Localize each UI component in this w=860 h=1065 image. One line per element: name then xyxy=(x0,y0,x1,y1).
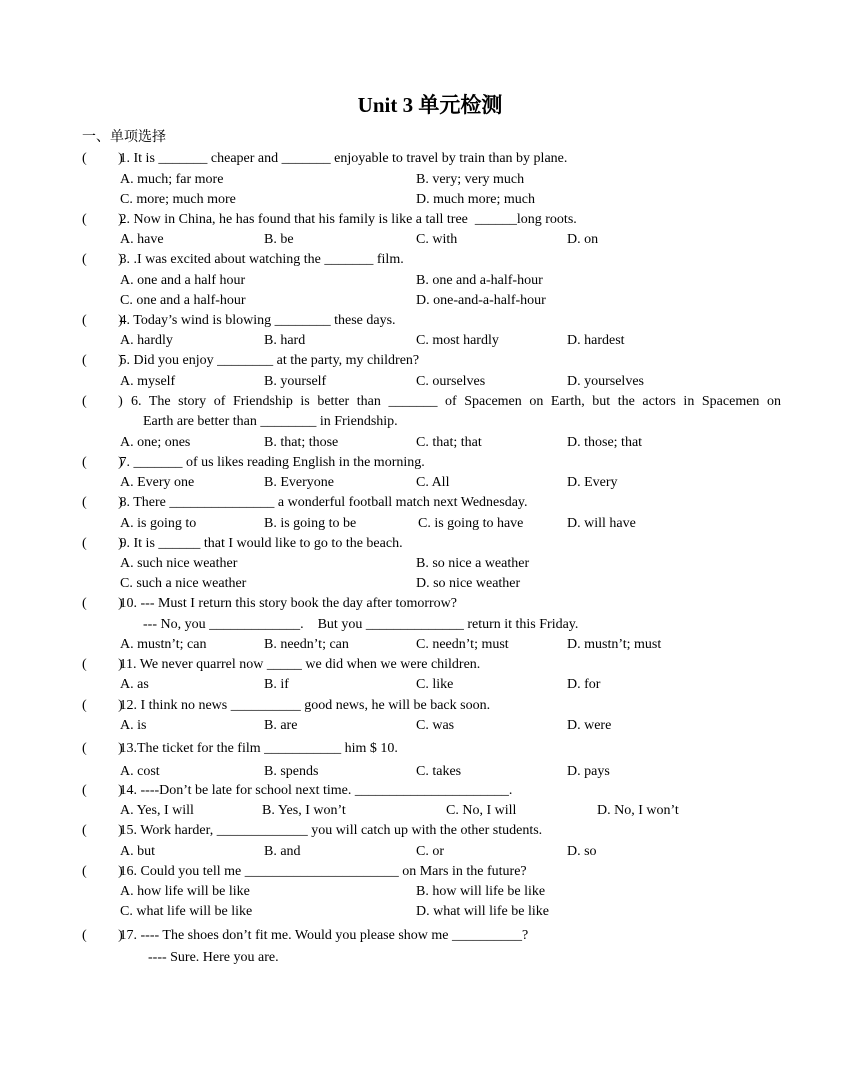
q7-option-a: A. Every one xyxy=(120,475,195,490)
q2-option-c: C. with xyxy=(416,232,458,247)
q14-option-d: D. No, I won’t xyxy=(597,803,679,818)
q2-option-a: A. have xyxy=(120,232,164,247)
q16-option-a: A. how life will be like xyxy=(120,884,250,899)
answer-blank: ( ) xyxy=(82,864,123,879)
q6-option-c: C. that; that xyxy=(416,435,482,450)
q5-option-a: A. myself xyxy=(120,374,176,389)
question-3-stem: 3. .I was excited about watching the _______ film. xyxy=(116,252,404,267)
q1-option-c: C. more; much more xyxy=(120,192,236,207)
answer-blank: ( ) xyxy=(82,928,123,943)
question-8-stem: 8. There _______________ a wonderful football match next Wednesday. xyxy=(116,495,528,510)
answer-blank: ( ) xyxy=(82,212,123,227)
q8-option-d: D. will have xyxy=(567,516,636,531)
q11-option-d: D. for xyxy=(567,677,601,692)
q16-option-b: B. how will life be like xyxy=(416,884,546,899)
q4-option-b: B. hard xyxy=(264,333,306,348)
q9-option-b: B. so nice a weather xyxy=(416,556,530,571)
q10-option-b: B. needn’t; can xyxy=(264,637,349,652)
q11-option-b: B. if xyxy=(264,677,289,692)
q9-option-a: A. such nice weather xyxy=(120,556,238,571)
q12-option-b: B. are xyxy=(264,718,298,733)
q12-option-a: A. is xyxy=(120,718,147,733)
q14-option-c: C. No, I will xyxy=(446,803,517,818)
answer-blank: ( ) xyxy=(82,536,123,551)
q13-option-a: A. cost xyxy=(120,764,160,779)
q14-option-b: B. Yes, I won’t xyxy=(262,803,346,818)
q7-option-c: C. All xyxy=(416,475,450,490)
q9-option-d: D. so nice weather xyxy=(416,576,521,591)
question-10-stem: 10. --- Must I return this story book the day after tomorrow? xyxy=(116,596,457,611)
q15-option-d: D. so xyxy=(567,844,597,859)
answer-blank: ( ) xyxy=(82,455,123,470)
q2-option-b: B. be xyxy=(264,232,294,247)
q11-option-a: A. as xyxy=(120,677,149,692)
q12-option-c: C. was xyxy=(416,718,455,733)
question-2-stem: 2. Now in China, he has found that his family is like a tall tree ______long roots. xyxy=(116,212,577,227)
q3-option-c: C. one and a half-hour xyxy=(120,293,246,308)
question-4-stem: 4. Today’s wind is blowing ________ these days. xyxy=(116,313,396,328)
q15-option-a: A. but xyxy=(120,844,155,859)
page-title: Unit 3 单元检测 xyxy=(357,93,503,117)
question-10-stem-continued: --- No, you _____________. But you ______________ return it this Friday. xyxy=(143,617,579,632)
question-17-stem-continued: ---- Sure. Here you are. xyxy=(148,950,279,965)
answer-blank: ( ) xyxy=(82,823,123,838)
q3-option-a: A. one and a half hour xyxy=(120,273,246,288)
question-13-stem: 13.The ticket for the film ___________ him $ 10. xyxy=(116,741,398,756)
q6-option-d: D. those; that xyxy=(567,435,643,450)
q5-option-c: C. ourselves xyxy=(416,374,486,389)
q8-option-b: B. is going to be xyxy=(264,516,357,531)
answer-blank: ( ) xyxy=(82,783,123,798)
q7-option-d: D. Every xyxy=(567,475,618,490)
question-7-stem: 7. _______ of us likes reading English in the morning. xyxy=(116,455,425,470)
question-5-stem: 5. Did you enjoy ________ at the party, my children? xyxy=(116,353,420,368)
q9-option-c: C. such a nice weather xyxy=(120,576,247,591)
question-6-stem: 6. The story of Friendship is better than _______ of Spacemen on Earth, but the actors in Spacemen on xyxy=(131,394,781,409)
question-15-stem: 15. Work harder, _____________ you will catch up with the other students. xyxy=(116,823,543,838)
q2-option-d: D. on xyxy=(567,232,599,247)
q6-option-b: B. that; those xyxy=(264,435,339,450)
q11-option-c: C. like xyxy=(416,677,454,692)
q6-option-a: A. one; ones xyxy=(120,435,191,450)
q12-option-d: D. were xyxy=(567,718,612,733)
q5-option-b: B. yourself xyxy=(264,374,327,389)
question-14-stem: 14. ----Don’t be late for school next time. ______________________. xyxy=(116,783,513,798)
answer-blank: ( ) xyxy=(82,698,123,713)
q15-option-c: C. or xyxy=(416,844,444,859)
q10-option-a: A. mustn’t; can xyxy=(120,637,207,652)
q1-option-a: A. much; far more xyxy=(120,172,224,187)
q4-option-c: C. most hardly xyxy=(416,333,499,348)
answer-blank: ( ) xyxy=(82,313,123,328)
q5-option-d: D. yourselves xyxy=(567,374,644,389)
q3-option-b: B. one and a-half-hour xyxy=(416,273,543,288)
q13-option-d: D. pays xyxy=(567,764,610,779)
answer-blank: ( ) xyxy=(82,252,123,267)
q4-option-a: A. hardly xyxy=(120,333,173,348)
question-6-stem-continued: Earth are better than ________ in Friendship. xyxy=(143,414,398,429)
section-heading: 一、单项选择 xyxy=(82,130,166,145)
answer-blank: ( ) xyxy=(82,495,123,510)
question-9-stem: 9. It is ______ that I would like to go to the beach. xyxy=(116,536,403,551)
question-12-stem: 12. I think no news __________ good news, he will be back soon. xyxy=(116,698,491,713)
answer-blank: ( ) xyxy=(82,657,123,672)
q16-option-d: D. what will life be like xyxy=(416,904,549,919)
answer-blank: ( ) xyxy=(82,394,123,409)
q10-option-c: C. needn’t; must xyxy=(416,637,509,652)
q13-option-b: B. spends xyxy=(264,764,319,779)
q4-option-d: D. hardest xyxy=(567,333,625,348)
q13-option-c: C. takes xyxy=(416,764,462,779)
q14-option-a: A. Yes, I will xyxy=(120,803,194,818)
question-11-stem: 11. We never quarrel now _____ we did when we were children. xyxy=(116,657,481,672)
q8-option-c: C. is going to have xyxy=(418,516,524,531)
answer-blank: ( ) xyxy=(82,151,123,166)
answer-blank: ( ) xyxy=(82,596,123,611)
q3-option-d: D. one-and-a-half-hour xyxy=(416,293,546,308)
q7-option-b: B. Everyone xyxy=(264,475,334,490)
q1-option-d: D. much more; much xyxy=(416,192,535,207)
q1-option-b: B. very; very much xyxy=(416,172,525,187)
answer-blank: ( ) xyxy=(82,353,123,368)
q15-option-b: B. and xyxy=(264,844,301,859)
q10-option-d: D. mustn’t; must xyxy=(567,637,662,652)
q8-option-a: A. is going to xyxy=(120,516,197,531)
q16-option-c: C. what life will be like xyxy=(120,904,253,919)
question-1-stem: 1. It is _______ cheaper and _______ enjoyable to travel by train than by plane. xyxy=(116,151,568,166)
answer-blank: ( ) xyxy=(82,741,123,756)
question-17-stem: 17. ---- The shoes don’t fit me. Would you please show me __________? xyxy=(116,928,529,943)
question-16-stem: 16. Could you tell me ______________________ on Mars in the future? xyxy=(116,864,527,879)
